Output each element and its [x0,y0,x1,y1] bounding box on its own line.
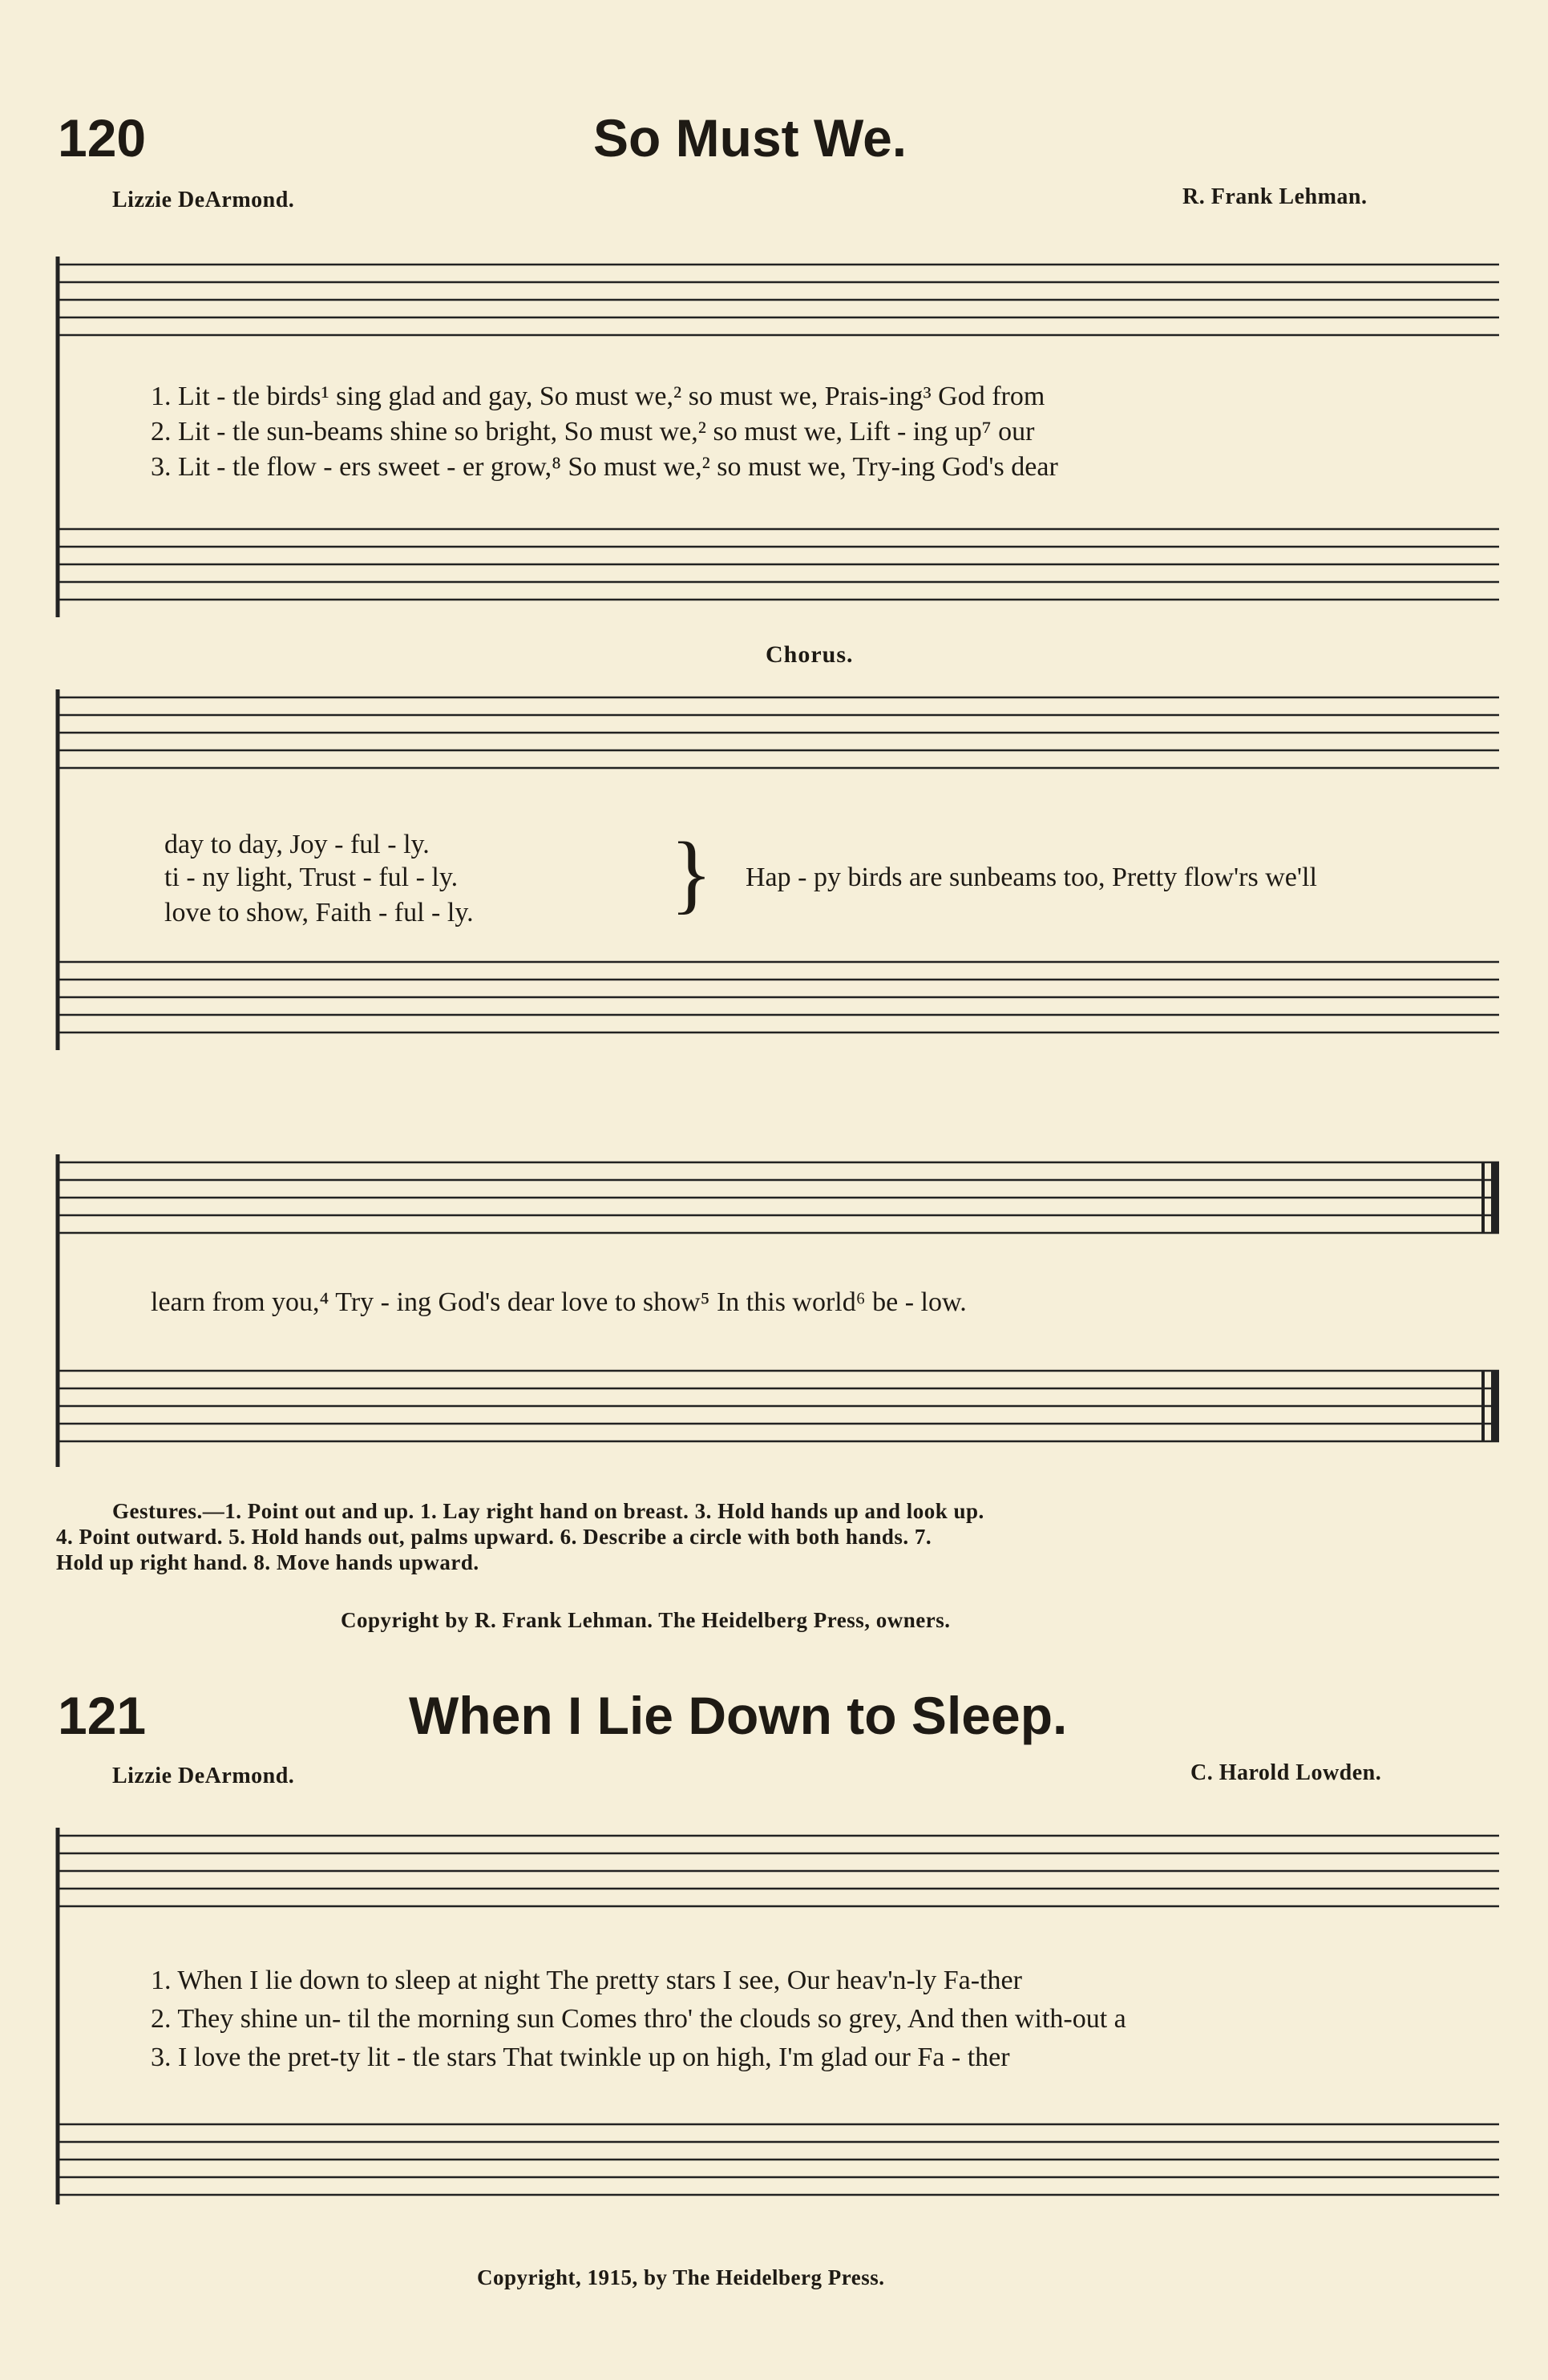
bass-staff [56,1355,1499,1475]
bass-staff [56,946,1499,1066]
gestures-line-3: Hold up right hand. 8. Move hands upward. [56,1550,479,1574]
chorus-line-1: Hap - py birds are sunbeams too, Pretty flow'rs we'll [746,863,1317,892]
verse-line-2: 2. They shine un- til the morning sun Comes thro' the clouds so grey, And then with-out a [151,2004,1126,2034]
verse-end-line-1: day to day, Joy - ful - ly. [164,830,430,859]
chorus-label: Chorus. [766,641,854,668]
gestures-line-2: 4. Point outward. 5. Hold hands out, palms upward. 6. Describe a circle with both hands. 7. [56,1525,932,1549]
verse-end-line-3: love to show, Faith - ful - ly. [164,898,474,927]
verse-line-3: 3. I love the pret-ty lit - tle stars That twinkle up on high, I'm glad our Fa - ther [151,2043,1010,2072]
verse-line-1: 1. Lit - tle birds¹ sing glad and gay, So must we,² so must we, Prais-ing³ God from [151,382,1045,411]
copyright: Copyright by R. Frank Lehman. The Heidelberg Press, owners. [341,1608,951,1632]
hymn-number: 120 [58,108,147,168]
treble-staff [56,681,1499,802]
lyricist-credit: Lizzie DeArmond. [112,1764,295,1788]
verse-line-1: 1. When I lie down to sleep at night The pretty stars I see, Our heav'n-ly Fa-ther [151,1966,1022,1995]
verse-brace: } [670,824,713,922]
treble-staff [56,1146,1499,1267]
treble-staff [56,1820,1499,1940]
gestures-line-1: Gestures.—1. Point out and up. 1. Lay right hand on breast. 3. Hold hands up and look up. [112,1499,984,1523]
bass-staff [56,2108,1499,2228]
lyricist-credit: Lizzie DeArmond. [112,188,295,212]
hymn-number: 121 [58,1686,147,1745]
verse-line-2: 2. Lit - tle sun-beams shine so bright, So must we,² so must we, Lift - ing up⁷ our [151,417,1035,447]
verse-line-3: 3. Lit - tle flow - ers sweet - er grow,⁸ So must we,² so must we, Try-ing God's dear [151,452,1058,482]
hymn-title: So Must We. [593,108,907,168]
bass-staff [56,513,1499,633]
chorus-line-2: learn from you,⁴ Try - ing God's dear love to show⁵ In this world⁶ be - low. [151,1287,967,1317]
hymn-title: When I Lie Down to Sleep. [409,1686,1068,1745]
copyright: Copyright, 1915, by The Heidelberg Press. [477,2265,885,2289]
treble-staff [56,249,1499,369]
composer-credit: R. Frank Lehman. [1182,184,1368,209]
verse-end-line-2: ti - ny light, Trust - ful - ly. [164,863,459,892]
composer-credit: C. Harold Lowden. [1190,1760,1382,1785]
